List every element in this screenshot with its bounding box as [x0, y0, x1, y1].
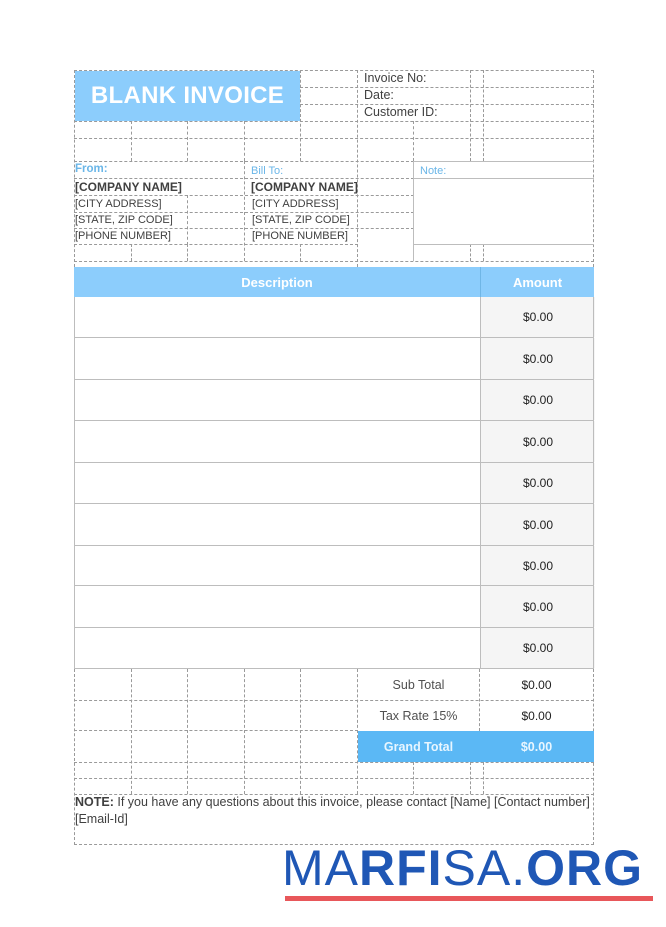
brand-text-2: RFI — [359, 840, 443, 896]
brand-text-4: ORG — [526, 840, 644, 896]
table-row — [74, 463, 594, 504]
from-company-name[interactable]: [COMPANY NAME] — [75, 180, 182, 194]
footer-note-text: If you have any questions about this invoice, please contact [Name] [Contact number] [Email-Id] — [75, 795, 590, 826]
grand-total-value: $0.00 — [480, 731, 593, 762]
invoice-no-field[interactable] — [484, 71, 593, 87]
row-amount[interactable]: $0.00 — [480, 546, 595, 585]
row-description[interactable] — [74, 421, 480, 462]
table-row — [74, 504, 594, 546]
grand-total-label: Grand Total — [358, 731, 479, 762]
table-row — [74, 297, 594, 338]
row-amount[interactable]: $0.00 — [480, 380, 595, 420]
bill-to-company-name[interactable]: [COMPANY NAME] — [251, 180, 358, 194]
date-label: Date: — [364, 88, 394, 102]
row-description[interactable] — [74, 297, 480, 337]
tax-rate-label: Tax Rate 15% — [379, 708, 458, 723]
tax-value: $0.00 — [521, 708, 552, 723]
items-table-header — [74, 267, 594, 297]
row-amount[interactable]: $0.00 — [480, 628, 595, 668]
row-description[interactable] — [74, 504, 480, 545]
brand-text-1: MA — [282, 840, 359, 896]
from-state-zip[interactable]: [STATE, ZIP CODE] — [75, 214, 173, 226]
footer-note-prefix: NOTE: — [75, 795, 114, 809]
row-amount[interactable]: $0.00 — [480, 586, 595, 627]
row-description[interactable] — [74, 463, 480, 503]
from-label: From: — [75, 163, 108, 175]
customer-id-label: Customer ID: — [364, 105, 438, 119]
table-row — [74, 586, 594, 628]
row-amount[interactable]: $0.00 — [480, 297, 595, 337]
row-amount[interactable]: $0.00 — [480, 504, 595, 545]
table-row — [74, 628, 594, 669]
invoice-no-label: Invoice No: — [364, 71, 427, 85]
subtotal-label: Sub Total — [392, 678, 445, 692]
description-column-header: Description — [241, 274, 313, 290]
subtotal-value: $0.00 — [521, 678, 552, 692]
table-row — [74, 338, 594, 380]
bill-to-phone-number[interactable]: [PHONE NUMBER] — [252, 230, 348, 242]
from-city-address[interactable]: [CITY ADDRESS] — [75, 198, 162, 210]
note-field[interactable] — [415, 179, 593, 243]
amount-column-header: Amount — [480, 267, 594, 297]
row-description[interactable] — [74, 380, 480, 420]
bill-to-state-zip[interactable]: [STATE, ZIP CODE] — [252, 214, 350, 226]
row-description[interactable] — [74, 586, 480, 627]
invoice-title: BLANK INVOICE — [75, 71, 300, 121]
row-amount[interactable]: $0.00 — [480, 338, 595, 379]
bill-to-label: Bill To: — [251, 165, 284, 177]
brand-underline — [285, 896, 653, 901]
from-phone-number[interactable]: [PHONE NUMBER] — [75, 230, 171, 242]
note-label: Note: — [420, 165, 447, 177]
row-description[interactable] — [74, 338, 480, 379]
row-amount[interactable]: $0.00 — [480, 421, 595, 462]
table-row — [74, 546, 594, 586]
customer-id-field[interactable] — [484, 105, 593, 121]
date-field[interactable] — [484, 88, 593, 104]
row-amount[interactable]: $0.00 — [480, 463, 595, 503]
table-row — [74, 380, 594, 421]
bill-to-city-address[interactable]: [CITY ADDRESS] — [252, 198, 339, 210]
brand-text-3: SA. — [442, 840, 527, 896]
row-description[interactable] — [74, 628, 480, 668]
row-description[interactable] — [74, 546, 480, 585]
marfisa-watermark — [282, 838, 643, 898]
footer-note — [75, 794, 593, 828]
table-row — [74, 421, 594, 463]
